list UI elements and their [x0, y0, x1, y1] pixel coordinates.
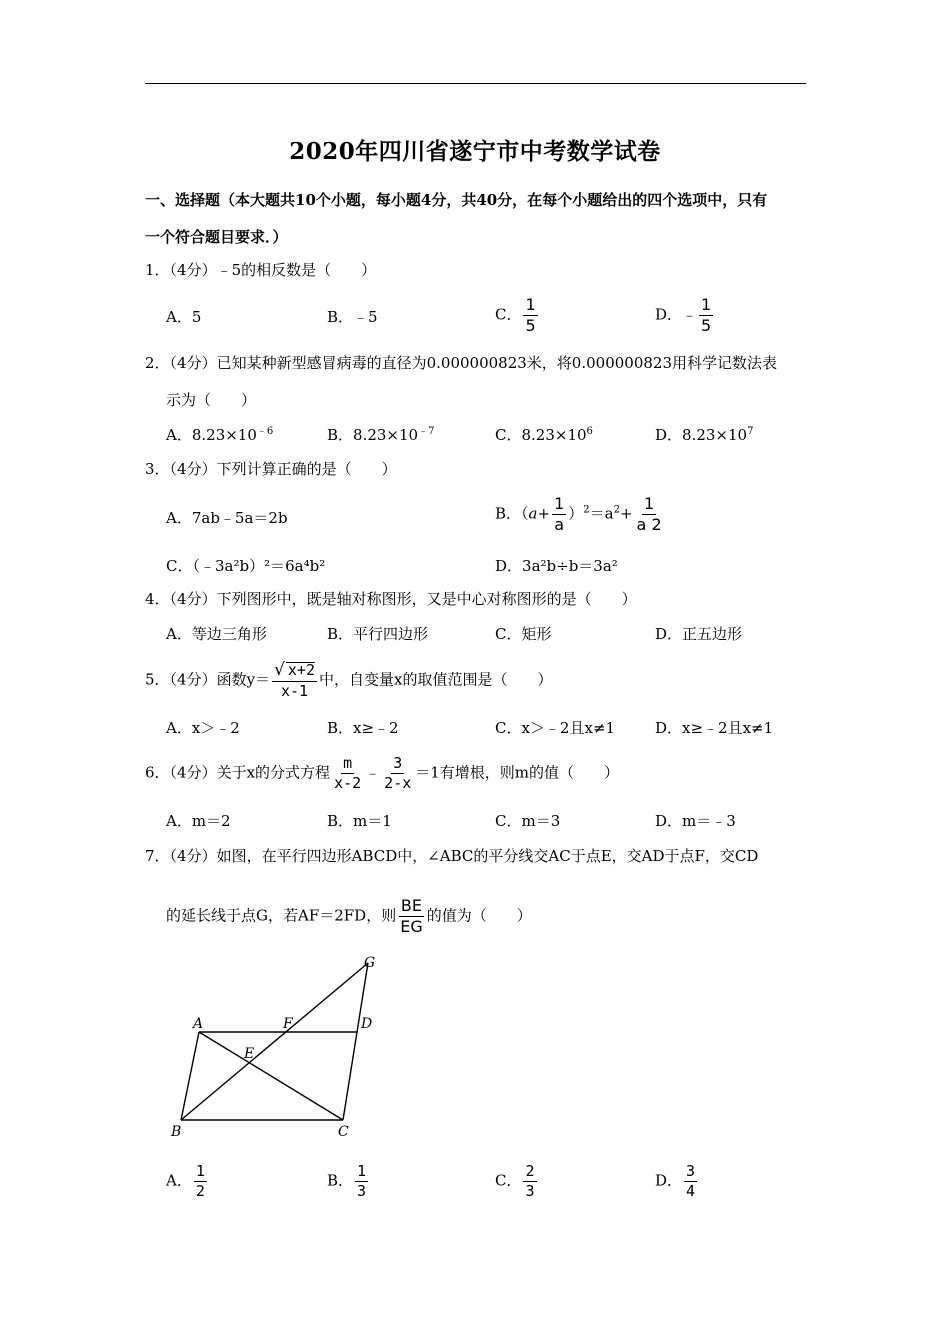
fraction: $\frac{m}{x-2}$	[334, 754, 362, 792]
fraction: $\frac{3}{4}$	[686, 1162, 696, 1200]
label-c: C	[338, 1124, 349, 1140]
page-title: 2020年四川省遂宁市中考数学试卷	[289, 138, 661, 165]
q2-stem-cont: 示为（ ）	[166, 391, 257, 409]
q7-stem-cont: 的延长线于点G，若AF＝2FD，则 $\frac{BE}{EG}$ 的值为（ ）	[166, 896, 532, 936]
q7-option-b: B． $\frac{1}{3}$	[327, 1162, 367, 1200]
label-e: E	[244, 1046, 255, 1062]
q6-option-a: A．m＝2	[166, 812, 231, 830]
q2-option-d: D．$8.23\times 10^7$	[655, 426, 754, 444]
q3-option-c: C．（﹣3a²b）²＝6a⁴b²	[166, 557, 326, 575]
q7-stem: 7．（4分）如图，在平行四边形ABCD中，∠ABC的平分线交AC于点E，交AD于点F，交CD	[145, 847, 759, 865]
q4-option-c: C．矩形	[495, 625, 552, 643]
q3-option-b: B．（a+ $\frac{1}{a}$ ）$^2=a^2+$ $\frac{1}{a 2}$	[495, 494, 662, 534]
q3-option-a: A．7ab﹣5a＝2b	[166, 509, 288, 527]
q4-option-d: D．正五边形	[655, 625, 743, 643]
q6-option-d: D．m＝﹣3	[655, 812, 736, 830]
fraction: $\frac{1}{3}$	[357, 1162, 367, 1200]
section-heading-cont: 一个符合题目要求．）	[145, 228, 288, 246]
fraction: $\frac{√ x+2}{x-1}$	[274, 660, 315, 700]
q3-option-d: D．3a²b÷b＝3a²	[495, 557, 618, 575]
q4-option-a: A．等边三角形	[166, 625, 267, 643]
q5-option-d: D．x≥﹣2且x≠1	[655, 719, 774, 737]
q4-option-b: B．平行四边形	[327, 625, 429, 643]
fraction: $\frac{1}{a}$	[554, 494, 565, 534]
fraction: $\frac{1}{5}$	[525, 295, 536, 335]
fraction: $\frac{3}{2-x}$	[384, 754, 412, 792]
q1-stem: 1．（4分）﹣5的相反数是（ ）	[145, 261, 377, 279]
q1-option-d: D．﹣ $\frac{1}{5}$	[655, 295, 712, 335]
label-f: F	[283, 1016, 293, 1032]
segment-bg	[181, 963, 368, 1120]
label-g: G	[364, 955, 376, 971]
q2-option-c: C．$8.23\times 10^6$	[495, 426, 593, 444]
q7-option-c: C． $\frac{2}{3}$	[495, 1162, 535, 1200]
q4-stem: 4．（4分）下列图形中，既是轴对称图形，又是中心对称图形的是（ ）	[145, 590, 637, 608]
parallelogram-figure	[160, 950, 420, 1150]
fraction: $\frac{BE}{EG}$	[400, 896, 423, 936]
fraction: $\frac{1}{2}$	[195, 1162, 205, 1200]
label-d: D	[361, 1016, 373, 1032]
q2-stem: 2．（4分）已知某种新型感冒病毒的直径为0.000000823米，将0.000000823用科学记数法表	[145, 354, 777, 372]
header-rule	[145, 83, 806, 84]
fraction: $\frac{2}{3}$	[525, 1162, 535, 1200]
q1-option-b: B．﹣5	[327, 308, 378, 326]
q5-stem: 5．（4分）函数y＝ $\frac{√ x+2}{x-1}$ 中，自变量x的取值范围是（ ）	[145, 660, 553, 700]
q5-option-c: C．x＞﹣2且x≠1	[495, 719, 616, 737]
q1-option-a: A．5	[166, 308, 202, 326]
q3-stem: 3．（4分）下列计算正确的是（ ）	[145, 460, 397, 478]
q5-option-b: B．x≥﹣2	[327, 719, 399, 737]
q2-option-a: A．$8.23\times 10^{﹣6}$	[166, 426, 274, 444]
q1-option-c: C． $\frac{1}{5}$	[495, 295, 536, 335]
q7-option-a: A． $\frac{1}{2}$	[166, 1162, 205, 1200]
q7-option-d: D． $\frac{3}{4}$	[655, 1162, 696, 1200]
q6-option-b: B．m＝1	[327, 812, 392, 830]
q6-option-c: C．m＝3	[495, 812, 561, 830]
segment-dg	[343, 963, 368, 1120]
section-heading: 一、选择题（本大题共10个小题，每小题4分，共40分，在每个小题给出的四个选项中，只有	[145, 191, 768, 209]
q6-stem: 6．（4分）关于x的分式方程 $\frac{m}{x-2}$ ﹣ $\frac{3}{2-x}$ ＝1有增根，则m的值（ ）	[145, 754, 620, 792]
label-b: B	[171, 1124, 182, 1140]
fraction: $\frac{1}{5}$	[701, 295, 712, 335]
q5-option-a: A．x＞﹣2	[166, 719, 240, 737]
fraction: $\frac{1}{a 2}$	[636, 494, 662, 534]
label-a: A	[193, 1016, 204, 1032]
q2-option-b: B．$8.23\times 10^{﹣7}$	[327, 426, 435, 444]
